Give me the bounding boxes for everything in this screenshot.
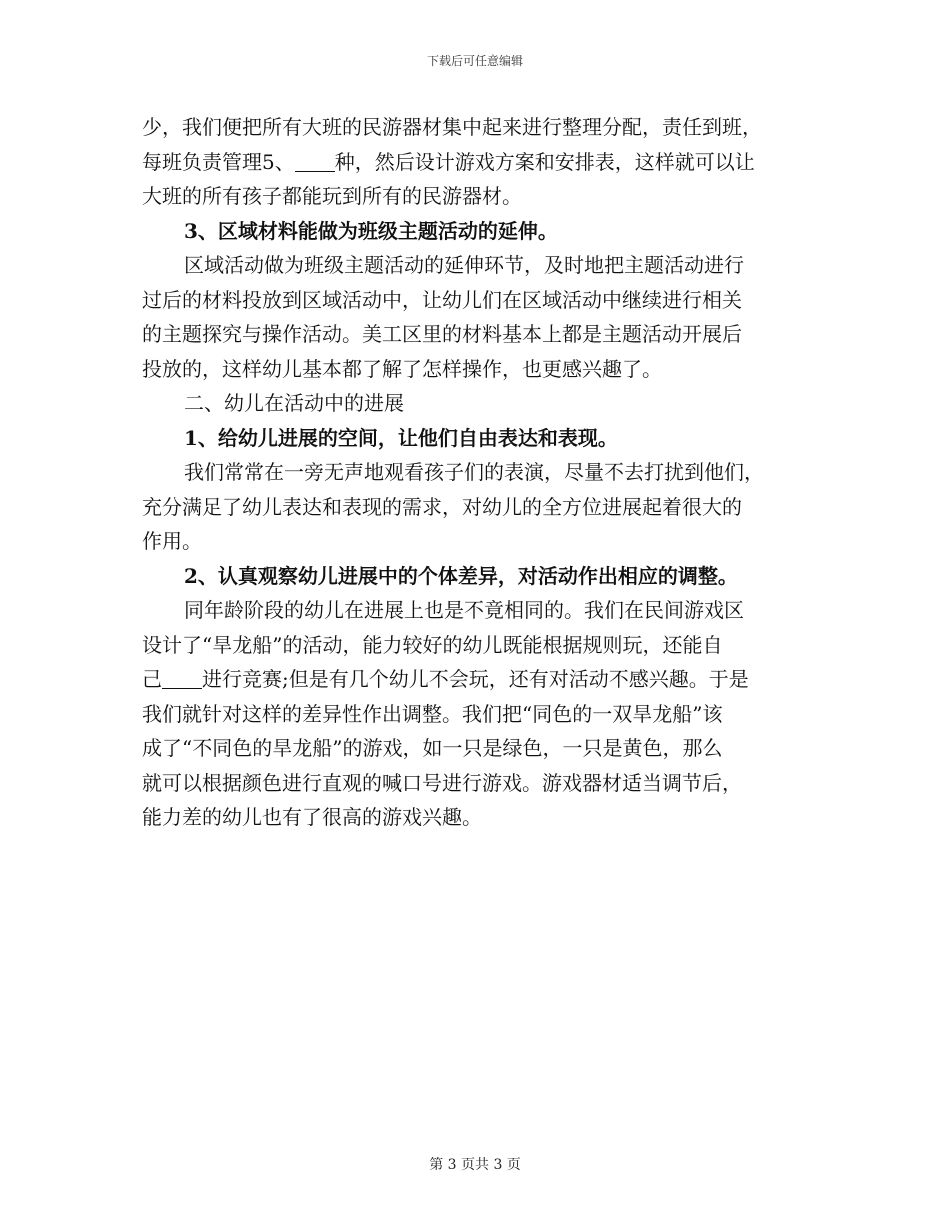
paragraph (142, 593, 808, 835)
text-segment: 每班负责管理5、 (142, 149, 295, 174)
page-footer: 第 3 页共 3 页 (429, 1157, 521, 1173)
page-header: 下载后可任意编辑 (426, 54, 523, 68)
text-line: 少，我们便把所有大班的民游器材集中起来进行整理分配，责任到班， (142, 115, 762, 139)
text-line: 设计了“旱龙船”的活动，能力较好的幼儿既能根据规则玩，还能自 (142, 632, 723, 657)
section-heading: 2、认真观察幼儿进展中的个体差异，对活动作出相应的调整。 (184, 563, 738, 588)
text-line: 过后的材料投放到区域活动中，让幼儿们在区域活动中继续进行相关 (142, 287, 742, 312)
text-segment: 种，然后设计游戏方案和安排表，这样就可以让 (334, 149, 755, 174)
text-line: 作用。 (142, 529, 202, 553)
text-line: 能力差的幼儿也有了很高的游戏兴趣。 (142, 805, 482, 829)
text-line (142, 145, 808, 180)
text-line: 同年龄阶段的幼儿在进展上也是不竟相同的。我们在民间游戏区 (184, 598, 744, 622)
text-line: 大班的所有孩子都能玩到所有的民游器材。 (142, 184, 522, 208)
fill-in-blank (295, 153, 335, 172)
section-heading: 3、区域材料能做为班级主题活动的延伸。 (184, 218, 558, 243)
text-line: 投放的，这样幼儿基本都了解了怎样操作，也更感兴趣了。 (142, 356, 662, 381)
text-line: 我们常常在一旁无声地观看孩子们的表演，尽量不去打扰到他们， (184, 460, 764, 484)
paragraph (142, 110, 808, 214)
section-heading: 1、给幼儿进展的空间，让他们自由表达和表现。 (184, 425, 618, 450)
fill-in-blank (162, 670, 202, 689)
text-segment: 进行竞赛;但是有几个幼儿不会玩，还有对活动不感兴趣。于是 (202, 667, 749, 691)
paragraph (142, 455, 808, 559)
section-heading: 二、幼儿在活动中的进展 (184, 391, 404, 415)
text-segment: 己 (142, 667, 162, 691)
document-body (142, 110, 808, 835)
text-line: 充分满足了幼儿表达和表现的需求，对幼儿的全方位进展起着很大的 (142, 494, 742, 519)
text-line: 我们就针对这样的差异性作出调整。我们把“同色的一双旱龙船”该 (142, 701, 723, 726)
text-line: 区域活动做为班级主题活动的延伸环节，及时地把主题活动进行 (184, 253, 744, 277)
text-line: 成了“不同色的旱龙船”的游戏，如一只是绿色，一只是黄色，那么 (142, 736, 723, 760)
text-line (142, 662, 808, 697)
text-line: 就可以根据颜色进行直观的喊口号进行游戏。游戏器材适当调节后， (142, 770, 742, 795)
paragraph (142, 248, 808, 386)
text-line: 的主题探究与操作活动。美工区里的材料基本上都是主题活动开展后 (142, 322, 742, 346)
